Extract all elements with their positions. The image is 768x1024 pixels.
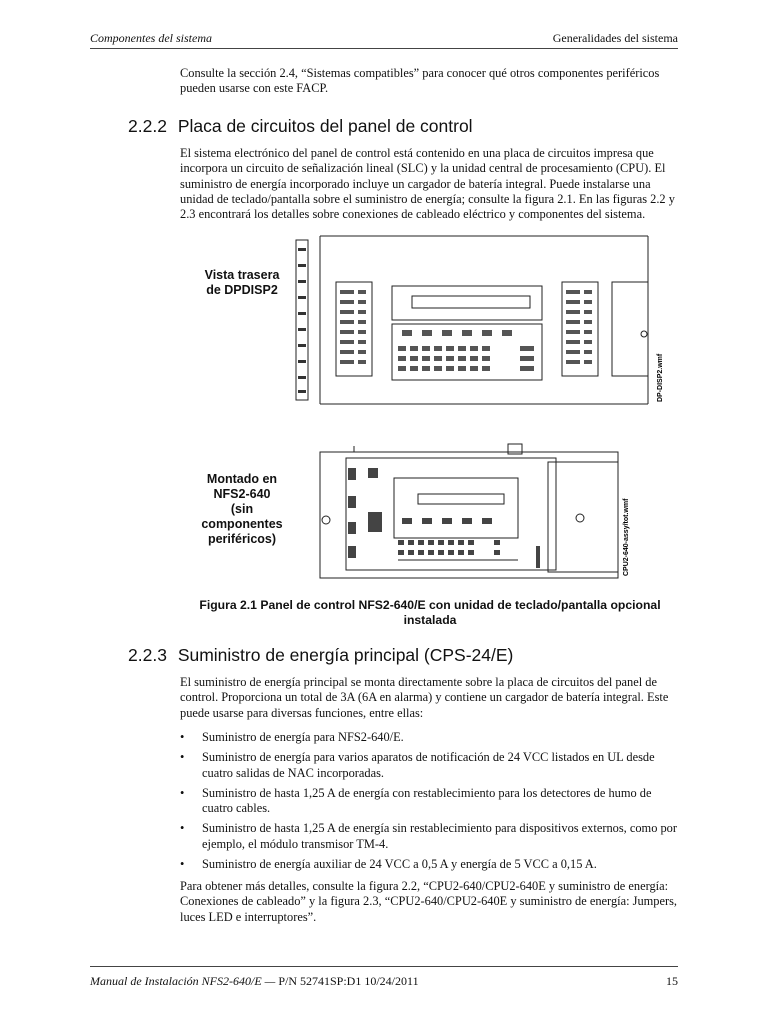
list-item bbox=[180, 750, 680, 781]
paragraph-2-2-3: El suministro de energía principal se monta directamente sobre la placa de circuitos del panel de control. Proporciona un total de 3A (6A en alarma) y contiene un cargador de batería integral. Este puede usarse para diversas funciones, entre ellas: bbox=[180, 675, 669, 720]
label-line: (sin bbox=[230, 502, 254, 516]
part-number: P/N 52741SP:D1 10/24/2011 bbox=[278, 974, 419, 988]
power-supply-functions-list bbox=[180, 730, 680, 877]
figure-caption bbox=[160, 598, 700, 628]
figure-label-mounted bbox=[190, 472, 294, 547]
label-line: Montado en bbox=[206, 472, 278, 486]
paragraph-2-2-2: El sistema electrónico del panel de control está contenido en una placa de circuitos impresa que incorpora un circuito de señalización lineal (SLC) y la unidad central de procesamiento (CPU). El suministro de energía incorporado incluye un cargador de batería integral. Puede instalarse una unidad de teclado/pantalla sobre el suministro de energía; consulte la figura 2.1. En las figuras 2.2 y 2.3 encontrará los detalles sobre conexiones de cableado eléctrico y componentes del sistema. bbox=[180, 146, 675, 222]
list-item bbox=[180, 857, 680, 872]
closing-paragraph: Para obtener más detalles, consulte la figura 2.2, “CPU2-640/CPU2-640E y suministro de energía: Conexiones de cableado” y la figura 2.3, “CPU2-640/CPU2-640E y suministro de energía: Jumpers, luces LED e interruptores”. bbox=[180, 879, 678, 924]
heading-2-2-2 bbox=[128, 116, 473, 137]
list-item bbox=[180, 786, 680, 817]
bullet-marker: • bbox=[180, 821, 185, 836]
heading-2-2-3 bbox=[128, 645, 513, 666]
header-rule bbox=[90, 48, 678, 49]
running-header-section: Componentes del sistema bbox=[90, 31, 212, 45]
dpdisp2-rear-view-drawing bbox=[292, 234, 672, 410]
figure-file-label-top: DP-DISP2.wmf bbox=[657, 353, 664, 402]
list-item bbox=[180, 730, 680, 745]
caption-line: Figura 2.1 Panel de control NFS2-640/E con unidad de teclado/pantalla opcional bbox=[199, 598, 661, 612]
heading-title: Suministro de energía principal (CPS-24/E) bbox=[177, 645, 514, 665]
figure-label-rear-view bbox=[192, 268, 292, 298]
list-item bbox=[180, 821, 680, 852]
heading-title: Placa de circuitos del panel de control bbox=[177, 116, 473, 136]
caption-line: instalada bbox=[403, 613, 457, 627]
footer-rule bbox=[90, 966, 678, 967]
label-line: Vista trasera bbox=[204, 268, 280, 282]
list-item-text: Suministro de hasta 1,25 A de energía sin restablecimiento para dispositivos externos, como por ejemplo, el módulo transmisor TM-4. bbox=[202, 821, 677, 851]
manual-title: Manual de Instalación NFS2-640/E — bbox=[90, 974, 279, 988]
intro-paragraph: Consulte la sección 2.4, “Sistemas compatibles” para conocer qué otros componentes periféricos pueden usarse con este FACP. bbox=[180, 66, 660, 96]
list-item-text: Suministro de energía para varios aparatos de notificación de 24 VCC listados en UL desde cuatro salidas de NAC incorporadas. bbox=[202, 750, 655, 780]
heading-number: 2.2.3 bbox=[128, 645, 167, 665]
list-item-text: Suministro de energía para NFS2-640/E. bbox=[202, 730, 404, 744]
list-item-text: Suministro de energía auxiliar de 24 VCC a 0,5 A y energía de 5 VCC a 0,15 A. bbox=[202, 857, 597, 872]
bullet-marker: • bbox=[180, 857, 185, 872]
running-footer bbox=[90, 974, 419, 989]
running-header-chapter: Generalidades del sistema bbox=[552, 31, 678, 45]
page-number: 15 bbox=[666, 974, 678, 988]
nfs2-640-mounted-drawing bbox=[318, 442, 638, 584]
label-line: de DPDISP2 bbox=[206, 283, 278, 297]
label-line: NFS2-640 bbox=[213, 487, 271, 501]
figure-file-label-bottom: CPU2-640-assy/tot.wmf bbox=[623, 498, 630, 576]
label-line: componentes bbox=[201, 517, 283, 531]
bullet-marker: • bbox=[180, 785, 185, 800]
bullet-marker: • bbox=[180, 730, 185, 744]
list-item-text: Suministro de hasta 1,25 A de energía con restablecimiento para los detectores de humo de cuatro cables. bbox=[202, 785, 652, 816]
heading-number: 2.2.2 bbox=[128, 116, 167, 136]
bullet-marker: • bbox=[180, 750, 185, 765]
label-line: periféricos) bbox=[207, 532, 277, 546]
